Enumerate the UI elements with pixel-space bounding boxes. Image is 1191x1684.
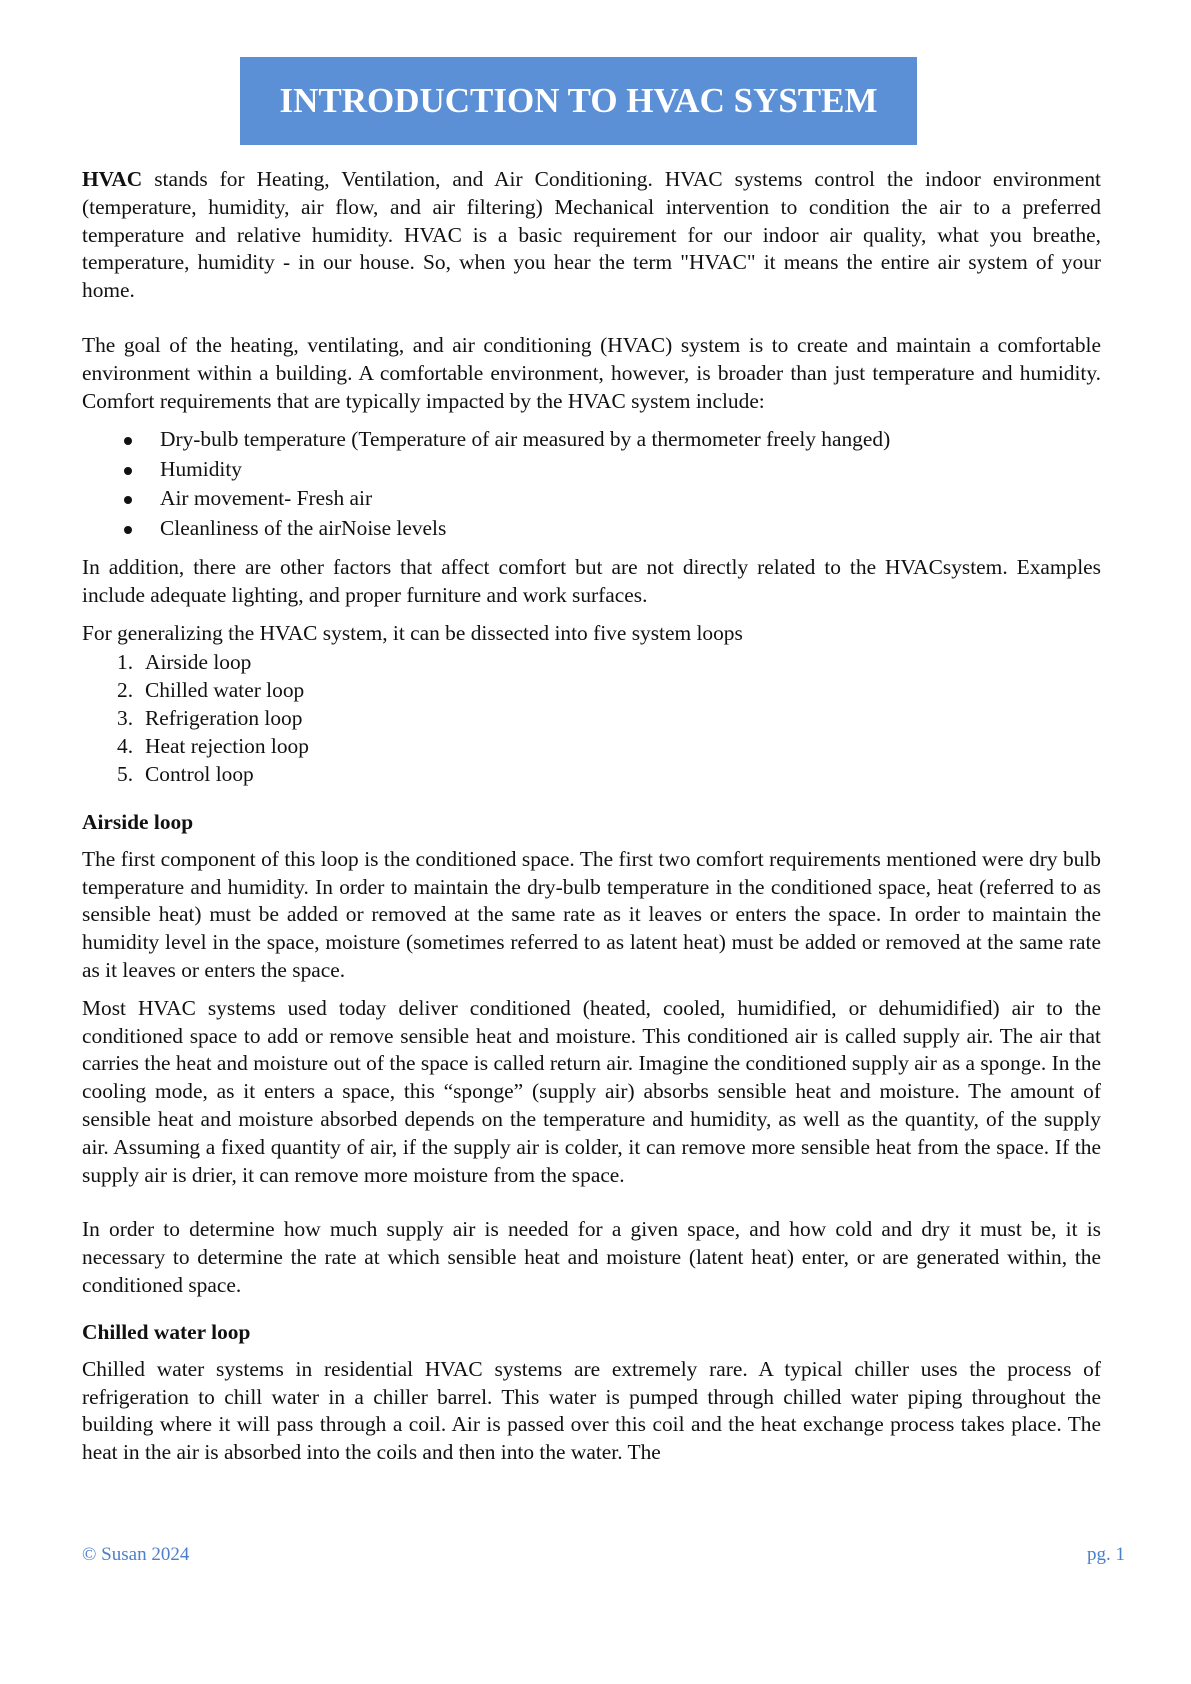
airside-paragraph-2: Most HVAC systems used today deliver conditioned (heated, cooled, humidified, or dehumidified) air to the conditioned space to add or remove sensible heat and moisture. This conditioned air is called supply air. The air that carries the heat and moisture out of the space is called return air. Imagine the conditioned supply air as a sponge. In the cooling mode, as it enters a space, this “sponge” (supply air) absorbs sensible heat and moisture. The amount of sensible heat and moisture absorbed depends on the temperature and humidity, as well as the quantity, of the supply air. Assuming a fixed quantity of air, if the supply air is colder, it can remove more sensible heat from the space. If the supply air is drier, it can remove more moisture from the space. bbox=[82, 995, 1101, 1187]
airside-paragraph-1: The first component of this loop is the conditioned space. The first two comfort requirements mentioned were dry bulb temperature and humidity. In order to maintain the dry-bulb temperature in the conditioned space, heat (referred to as sensible heat) must be added or removed at the same rate as it leaves or enters the space. In order to maintain the humidity level in the space, moisture (sometimes referred to as latent heat) must be added or removed at the same rate as it leaves or enters the space. bbox=[82, 846, 1101, 982]
list-number: 5. bbox=[117, 761, 134, 786]
intro-text: stands for Heating, Ventilation, and Air Conditioning. HVAC systems control the indoor environment (temperature, humidity, air flow, and air filtering) Mechanical intervention to condition the air to a preferred temperature and relative humidity. HVAC is a basic requirement for our indoor air quality, what you breathe, temperature, humidity - in our house. So, when you hear the term "HVAC" it means the entire air system of your home. bbox=[82, 167, 1101, 303]
list-number: 4. bbox=[117, 733, 134, 758]
list-item-text: Refrigeration loop bbox=[145, 705, 303, 730]
list-item bbox=[82, 704, 1101, 732]
chilled-paragraph-1: Chilled water systems in residential HVAC systems are extremely rare. A typical chiller uses the process of refrigeration to chill water in a chiller barrel. This water is pumped through chilled water piping throughout the building where it will pass through a coil. Air is passed over this coil and the heat exchange process takes place. The heat in the air is absorbed into the coils and then into the water. The bbox=[82, 1356, 1101, 1465]
document-body bbox=[82, 166, 1101, 1477]
list-item bbox=[82, 514, 1101, 544]
list-number: 3. bbox=[117, 705, 134, 730]
list-item bbox=[82, 648, 1101, 676]
list-item bbox=[82, 676, 1101, 704]
list-item-text: Airside loop bbox=[145, 649, 252, 674]
comfort-requirements-list bbox=[82, 425, 1101, 543]
list-number: 2. bbox=[117, 677, 134, 702]
list-item bbox=[82, 455, 1101, 485]
other-factors-paragraph: In addition, there are other factors that affect comfort but are not directly related to the HVACsystem. Examples include adequate lighting, and proper furniture and work surfaces. bbox=[82, 555, 1101, 608]
bullet-icon bbox=[124, 526, 132, 534]
list-item bbox=[82, 484, 1101, 514]
goal-paragraph: The goal of the heating, ventilating, and air conditioning (HVAC) system is to create and maintain a comfortable environment within a building. A comfortable environment, however, is broader than just temperature and humidity. Comfort requirements that are typically impacted by the HVAC system include: bbox=[82, 332, 1101, 413]
list-number: 1. bbox=[117, 649, 134, 674]
list-item bbox=[82, 760, 1101, 788]
list-item-text: Control loop bbox=[145, 761, 254, 786]
bullet-icon bbox=[124, 496, 132, 504]
intro-paragraph bbox=[82, 166, 1101, 305]
list-item-text: Humidity bbox=[160, 456, 243, 481]
chilled-water-loop-heading: Chilled water loop bbox=[82, 1319, 251, 1344]
intro-lead-term: HVAC bbox=[82, 167, 143, 191]
list-item bbox=[82, 425, 1101, 455]
list-item-text: Cleanliness of the airNoise levels bbox=[160, 515, 447, 540]
footer-copyright: © Susan 2024 bbox=[82, 1544, 190, 1565]
loops-intro: For generalizing the HVAC system, it can be dissected into five system loops bbox=[82, 620, 743, 645]
footer-page-number: pg. 1 bbox=[1087, 1544, 1125, 1565]
airside-paragraph-3: In order to determine how much supply air is needed for a given space, and how cold and dry it must be, it is necessary to determine the rate at which sensible heat and moisture (latent heat) enter, or are generated within, the conditioned space. bbox=[82, 1217, 1101, 1297]
page-title: INTRODUCTION TO HVAC SYSTEM bbox=[279, 81, 878, 120]
title-banner bbox=[240, 57, 917, 145]
list-item-text: Dry-bulb temperature (Temperature of air measured by a thermometer freely hanged) bbox=[160, 427, 891, 452]
list-item bbox=[82, 732, 1101, 760]
list-item-text: Chilled water loop bbox=[145, 677, 305, 702]
list-item-text: Heat rejection loop bbox=[145, 733, 309, 758]
list-item-text: Air movement- Fresh air bbox=[160, 486, 373, 511]
airside-loop-heading: Airside loop bbox=[82, 809, 194, 834]
bullet-icon bbox=[124, 467, 132, 475]
bullet-icon bbox=[124, 437, 132, 445]
system-loops-list bbox=[82, 648, 1101, 788]
